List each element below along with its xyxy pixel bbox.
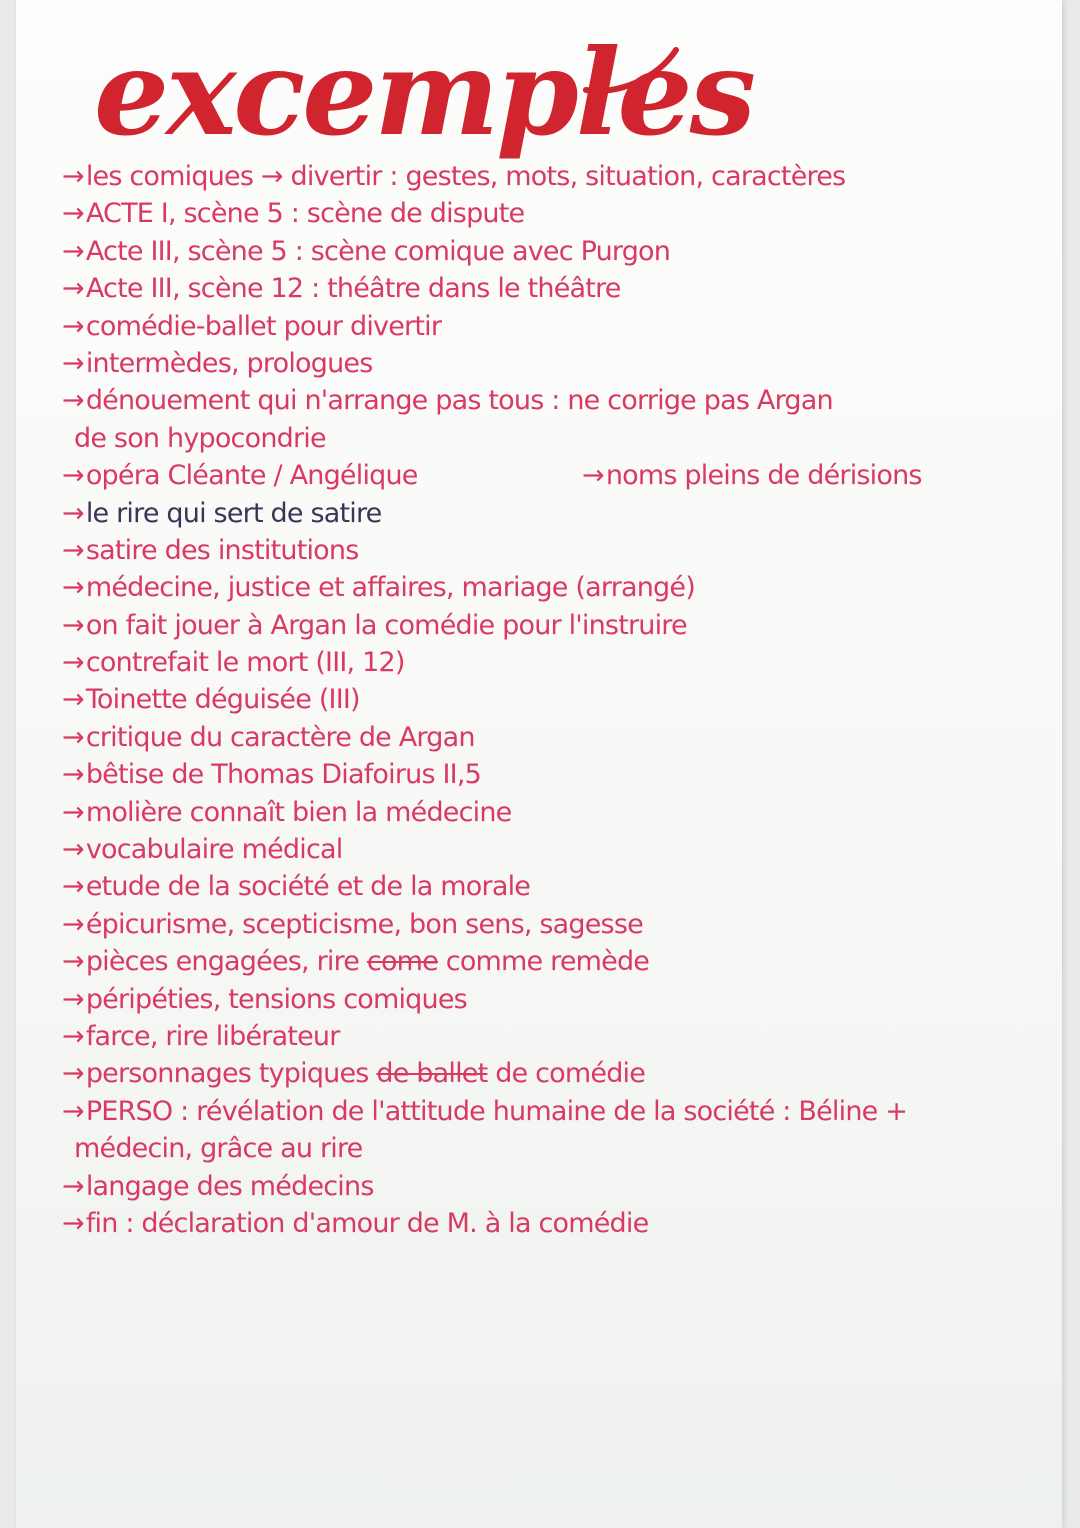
note-line	[62, 495, 1062, 532]
note-text: personnages typiques	[85, 1058, 369, 1090]
note-line-continuation	[62, 420, 1062, 457]
note-text: farce, rire libérateur	[85, 1020, 340, 1052]
note-text: médecine, justice et affaires, mariage (arrangé)	[85, 572, 695, 604]
note-line	[62, 868, 1062, 905]
notebook-page	[16, 0, 1062, 1528]
note-line	[62, 270, 1062, 307]
note-text: les comiques → divertir : gestes, mots, situation, caractères	[85, 161, 846, 192]
arrow-icon: →	[62, 908, 84, 940]
note-line	[62, 382, 1062, 419]
note-line	[62, 644, 1062, 681]
arrow-icon: →	[62, 647, 84, 679]
note-text: Acte III, scène 12 : théâtre dans le théâtre	[85, 273, 621, 305]
note-text: Toinette déguisée (III)	[85, 684, 360, 716]
note-text: langage des médecins	[85, 1170, 374, 1202]
note-line	[62, 1055, 1062, 1092]
note-line	[62, 1018, 1062, 1055]
note-line	[62, 981, 1062, 1018]
arrow-icon: →	[62, 1170, 84, 1202]
arrow-icon: →	[62, 834, 84, 866]
note-line	[62, 457, 1062, 494]
side-note	[582, 457, 922, 494]
note-text: comédie-ballet pour divertir	[85, 310, 442, 342]
note-text: dénouement qui n'arrange pas tous : ne corrige pas Argan	[85, 385, 833, 417]
note-line	[62, 345, 1062, 382]
note-line	[62, 756, 1062, 793]
arrow-icon: →	[62, 796, 84, 828]
arrow-icon: →	[62, 273, 84, 305]
note-line	[62, 607, 1062, 644]
note-line	[62, 681, 1062, 718]
arrow-icon: →	[62, 1207, 84, 1239]
struck-text: de ballet	[376, 1058, 488, 1090]
note-line	[62, 1205, 1062, 1242]
note-line	[62, 906, 1062, 943]
arrow-icon: →	[62, 385, 84, 417]
note-line	[62, 719, 1062, 756]
note-text: péripéties, tensions comiques	[85, 983, 467, 1015]
note-line	[62, 831, 1062, 868]
note-line	[62, 532, 1062, 569]
title-swash-decoration	[576, 20, 686, 110]
note-text: vocabulaire médical	[85, 834, 343, 866]
arrow-icon: →	[62, 946, 84, 978]
arrow-icon: →	[62, 1020, 84, 1052]
note-text: comme remède	[445, 946, 650, 978]
note-text: ACTE I, scène 5 : scène de dispute	[85, 198, 525, 230]
note-text: on fait jouer à Argan la comédie pour l'instruire	[85, 609, 687, 641]
note-line	[62, 158, 1062, 195]
note-line	[62, 794, 1062, 831]
arrow-icon: →	[62, 497, 84, 529]
arrow-icon: →	[62, 235, 84, 267]
note-text: de son hypocondrie	[74, 422, 326, 454]
note-text: fin : déclaration d'amour de M. à la comédie	[85, 1207, 649, 1239]
arrow-icon: →	[62, 198, 84, 230]
note-text: le rire qui sert de satire	[85, 497, 382, 529]
arrow-icon: →	[62, 310, 84, 342]
note-line	[62, 195, 1062, 232]
note-line	[62, 233, 1062, 270]
notes-list	[62, 158, 1062, 1242]
note-text: pièces engagées, rire	[85, 946, 360, 978]
note-text: épicurisme, scepticisme, bon sens, sagesse	[85, 908, 643, 940]
arrow-icon: →	[62, 609, 84, 641]
note-line	[62, 943, 1062, 980]
arrow-icon: →	[62, 759, 84, 791]
arrow-icon: →	[62, 684, 84, 716]
arrow-icon: →	[62, 347, 84, 379]
note-text: etude de la société et de la morale	[85, 871, 531, 903]
arrow-icon: →	[62, 1095, 84, 1127]
note-text: molière connaît bien la médecine	[85, 796, 512, 828]
arrow-icon: →	[62, 721, 84, 753]
arrow-icon: →	[62, 534, 84, 566]
page-title: excemples	[94, 23, 754, 162]
arrow-icon: →	[62, 871, 84, 903]
note-line	[62, 308, 1062, 345]
note-text: PERSO : révélation de l'attitude humaine de la société : Béline +	[85, 1095, 908, 1127]
note-text: de comédie	[495, 1058, 646, 1090]
arrow-icon: →	[62, 1058, 84, 1090]
note-text: satire des institutions	[85, 534, 359, 566]
note-text: Acte III, scène 5 : scène comique avec Purgon	[85, 235, 671, 267]
arrow-icon: →	[582, 460, 604, 492]
note-text: médecin, grâce au rire	[74, 1133, 363, 1165]
arrow-icon: →	[62, 983, 84, 1015]
note-line	[62, 1168, 1062, 1205]
arrow-icon: →	[62, 161, 84, 192]
arrow-icon: →	[62, 460, 84, 492]
note-text: intermèdes, prologues	[85, 347, 373, 379]
side-note-text: noms pleins de dérisions	[605, 460, 922, 492]
struck-text: come	[366, 946, 438, 978]
note-text: critique du caractère de Argan	[85, 721, 475, 753]
note-line-continuation	[62, 1130, 1062, 1167]
arrow-icon: →	[62, 572, 84, 604]
note-text: opéra Cléante / Angélique	[85, 460, 418, 492]
note-text: contrefait le mort (III, 12)	[85, 647, 405, 679]
note-line	[62, 569, 1062, 606]
note-text: bêtise de Thomas Diafoirus II,5	[85, 759, 481, 791]
note-line	[62, 1093, 1062, 1130]
